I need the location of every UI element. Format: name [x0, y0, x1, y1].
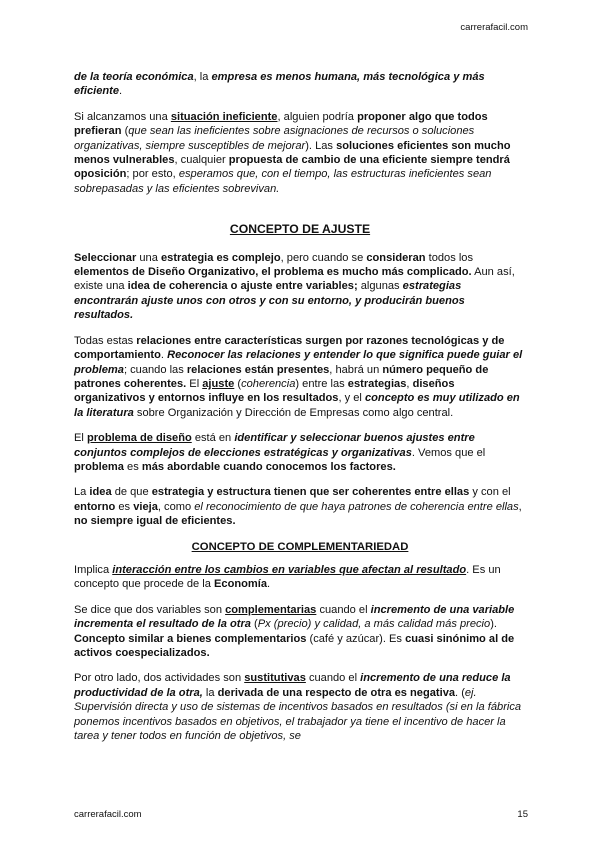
text-run: la: [202, 686, 218, 699]
text-run: , pero cuando se: [280, 251, 367, 264]
text-run: cuando el: [305, 672, 361, 685]
text-run: proponer algo que todos prefieran: [74, 110, 488, 138]
text-run: complementarias: [225, 603, 317, 616]
document-body: [74, 70, 526, 754]
text-run: y con el: [469, 486, 511, 499]
text-run: sustitutivas: [244, 672, 306, 685]
ajuste-paragraph-4: [74, 485, 526, 528]
text-run: ). Las: [305, 139, 337, 152]
text-run: todos los: [425, 251, 474, 264]
text-run: está en: [191, 432, 235, 445]
text-run: ,: [406, 377, 413, 390]
footer-site: carrerafacil.com: [74, 809, 142, 820]
section-title-ajuste: CONCEPTO DE AJUSTE: [229, 222, 371, 237]
text-run: empresa es menos humana, más tecnológica y más eficiente: [74, 71, 485, 98]
complementariedad-paragraph-2: [74, 603, 526, 661]
text-run: vieja: [133, 500, 158, 513]
text-run: .: [267, 578, 271, 591]
text-run: . (: [455, 686, 465, 699]
complementariedad-paragraph-3: [74, 671, 526, 743]
text-run: situación ineficiente: [170, 110, 278, 123]
text-run: ) entre las: [295, 377, 348, 390]
text-run: ).: [490, 618, 497, 631]
text-run: estrategias encontrarán ajuste unos con otros y con su entorno, y producirán buenos resultados.: [74, 280, 465, 322]
text-run: Se dice que dos variables son: [74, 603, 226, 616]
text-run: problema de diseño: [86, 432, 192, 445]
text-run: esperamos que, con el tiempo, las estructuras ineficientes sean sobrepasadas y las eficientes sobrevivan.: [74, 168, 492, 195]
ajuste-paragraph-1: [74, 251, 526, 323]
text-run: , habrá un: [329, 363, 383, 376]
text-run: soluciones eficientes son mucho menos vulnerables: [74, 139, 511, 167]
text-run: sobre Organización y Dirección de Empresas como algo central.: [133, 406, 454, 419]
ajuste-paragraph-3: [74, 431, 526, 474]
text-run: ; cuando las: [123, 363, 187, 376]
text-run: problema: [74, 460, 124, 473]
text-run: , alguien podría: [277, 110, 358, 123]
text-run: Seleccionar: [74, 251, 137, 264]
text-run: ; por esto,: [126, 168, 179, 181]
ajuste-paragraph-2: [74, 334, 526, 420]
text-run: propuesta de cambio de una eficiente siempre tendrá oposición: [74, 154, 510, 181]
text-run: (: [234, 377, 242, 390]
text-run: ej. Supervisión directa y uso de sistemas de incentivos basados en resultados (si en la fábrica ponemos incentivos basados en objetivos, el trabajador ya tiene el incentivo de hacer la tarea y tener todos en función de objetivos, se: [74, 686, 522, 743]
intro-paragraph-1: [74, 70, 526, 99]
text-run: identificar y seleccionar buenos ajustes entre conjuntos complejos de elecciones estratégicas y organizativas: [74, 432, 475, 459]
text-run: entorno: [74, 500, 116, 513]
text-run: número pequeño de patrones coherentes.: [74, 363, 489, 390]
text-run: El: [186, 377, 203, 390]
text-run: Px (precio) y calidad, a más calidad más precio: [257, 618, 491, 631]
text-run: derivada de una respecto de otra es negativa: [217, 686, 456, 699]
complementariedad-paragraph-1: [74, 563, 526, 592]
text-run: El: [74, 432, 87, 445]
text-run: es: [115, 500, 134, 513]
text-run: .: [119, 85, 123, 98]
section-title-complementariedad: CONCEPTO DE COMPLEMENTARIEDAD: [191, 540, 409, 553]
text-run: es: [123, 460, 142, 473]
text-run: ,: [518, 500, 522, 513]
text-run: Por otro lado, dos actividades son: [74, 672, 245, 685]
text-run: estrategia y estructura tienen que ser coherentes entre ellas: [151, 486, 470, 499]
text-run: de que: [111, 486, 152, 499]
text-run: cuasi sinónimo al de activos coespecializados.: [74, 632, 515, 659]
text-run: estrategias: [347, 377, 407, 390]
text-run: estrategia es complejo: [160, 251, 281, 264]
text-run: que sean las ineficientes sobre asignaciones de recursos o soluciones organizativas, siempre susceptibles de mejorar: [74, 125, 475, 152]
text-run: Todas estas: [74, 334, 137, 347]
text-run: Implica: [74, 563, 113, 576]
text-run: Economía: [214, 578, 268, 591]
page-number: 15: [517, 809, 528, 820]
text-run: . Es un concepto que procede de la: [74, 563, 501, 591]
text-run: (café y azúcar). Es: [306, 632, 406, 645]
text-run: una: [136, 251, 161, 264]
text-run: Aun así, existe una: [74, 266, 515, 293]
text-run: no siempre igual de eficientes.: [74, 515, 236, 528]
text-run: elementos de Diseño Organizativo, el problema es mucho más complicado.: [74, 266, 472, 279]
text-run: , cualquier: [174, 154, 229, 167]
text-run: , como: [157, 500, 195, 513]
text-run: diseños organizativos y entornos influye en los resultados: [74, 377, 455, 405]
text-run: relaciones entre características surgen por razones tecnológicas y de comportamiento: [74, 334, 505, 362]
header-site: carrerafacil.com: [460, 22, 528, 33]
text-run: interacción entre los cambios en variables que afectan al resultado: [112, 563, 467, 576]
text-run: La: [74, 486, 90, 499]
text-run: Si alcanzamos una: [74, 110, 171, 123]
text-run: incremento de una reduce la productividad de la otra,: [74, 672, 511, 699]
text-run: cuando el: [316, 603, 371, 616]
text-run: Reconocer las relaciones y entender lo que significa puede guiar el problema: [74, 349, 523, 376]
intro-paragraph-2: [74, 110, 526, 196]
text-run: , y el: [338, 392, 365, 405]
text-run: el reconocimiento de que haya patrones de coherencia entre ellas: [194, 500, 519, 513]
text-run: más abordable cuando conocemos los factores.: [141, 460, 396, 473]
text-run: . Vemos que el: [411, 446, 486, 459]
text-run: relaciones están presentes: [186, 363, 330, 376]
text-run: coherencia: [241, 377, 296, 390]
text-run: idea: [89, 486, 112, 499]
text-run: de la teoría económica: [74, 71, 194, 83]
text-run: algunas: [357, 280, 403, 293]
text-run: ajuste: [202, 377, 235, 390]
text-run: (: [250, 618, 258, 631]
text-run: Concepto similar a bienes complementarios: [74, 632, 307, 645]
text-run: consideran: [366, 251, 426, 264]
text-run: idea de coherencia o ajuste entre variables;: [127, 280, 358, 293]
text-run: , la: [193, 71, 212, 83]
text-run: .: [160, 349, 168, 362]
text-run: incremento de una variable incrementa el resultado de la otra: [74, 603, 515, 631]
text-run: concepto es muy utilizado en la literatura: [74, 392, 520, 419]
text-run: (: [121, 125, 129, 138]
